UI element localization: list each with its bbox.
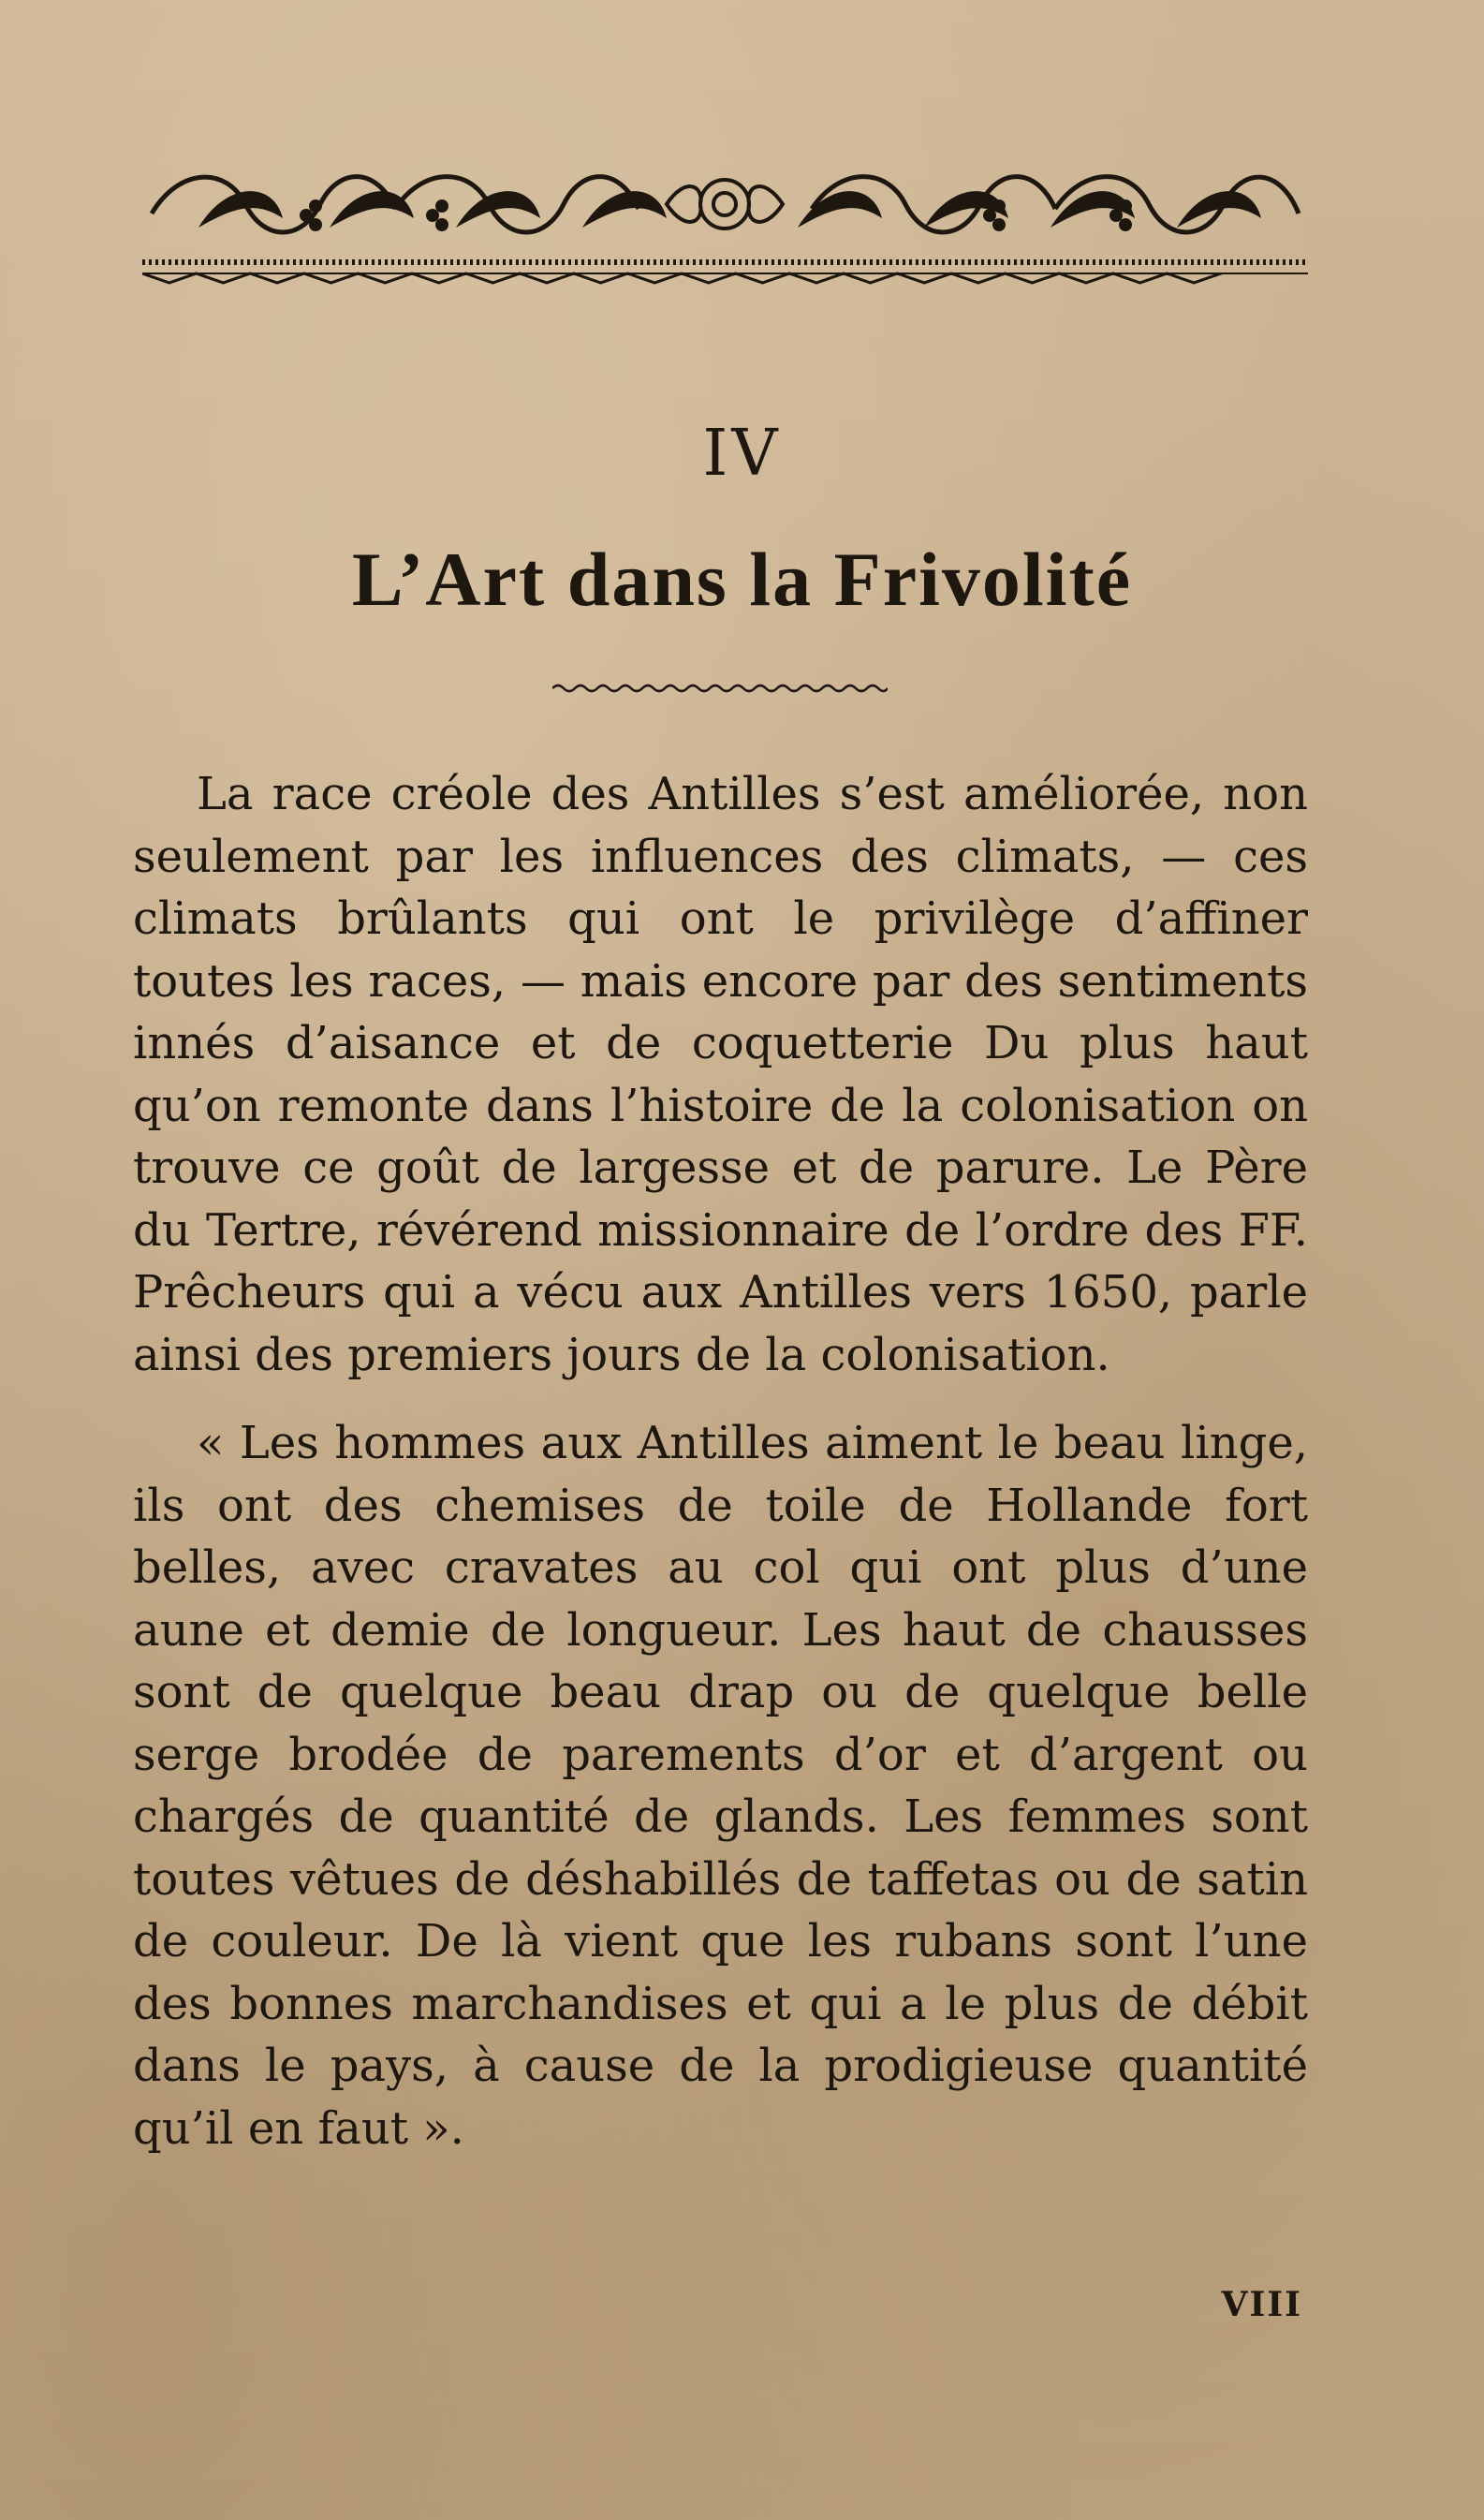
ornament-vine-icon [142,157,1308,298]
chapter-title: L’Art dans la Frivolité [351,537,1133,622]
ornamental-header-band [142,157,1308,298]
paragraph: « Les hommes aux Antilles aiment le beau linge, ils ont des chemises de toile de Hollande fort belles, avec cravates au col qui ont plus d’une aune et demie de longueur. Les haut de chausses sont de quelque beau drap ou de quelque belle serge brodée de parements d’or et d’argent ou chargés de quantité de glands. Les femmes sont toutes vêtues de déshabillés de taffetas ou de satin de couleur. De là vient que les rubans sont l’une des bonnes marchandises et qui a le plus de débit dans le pays, à cause de la prodigieuse quantité qu’il en faut ». [133,1417,1308,2155]
title-divider [552,682,888,695]
page-number: VIII [1221,2285,1302,2324]
paragraph: La race créole des Antilles s’est améliorée, non seulement par les influences des climats, — ces climats brûlants qui ont le privilège d’affiner toutes les races, — mais encore par des sentiments innés d’aisance et de coquetterie Du plus haut qu’on remonte dans l’histoire de la colonisation on trouve ce goût de largesse et de parure. Le Père du Tertre, révérend missionnaire de l’ordre des FF. Prêcheurs qui a vécu aux Antilles vers 1650, parle ainsi des premiers jours de la colonisation. [133,768,1308,1381]
chapter-number: IV [702,417,782,491]
body-text [133,763,1308,2159]
